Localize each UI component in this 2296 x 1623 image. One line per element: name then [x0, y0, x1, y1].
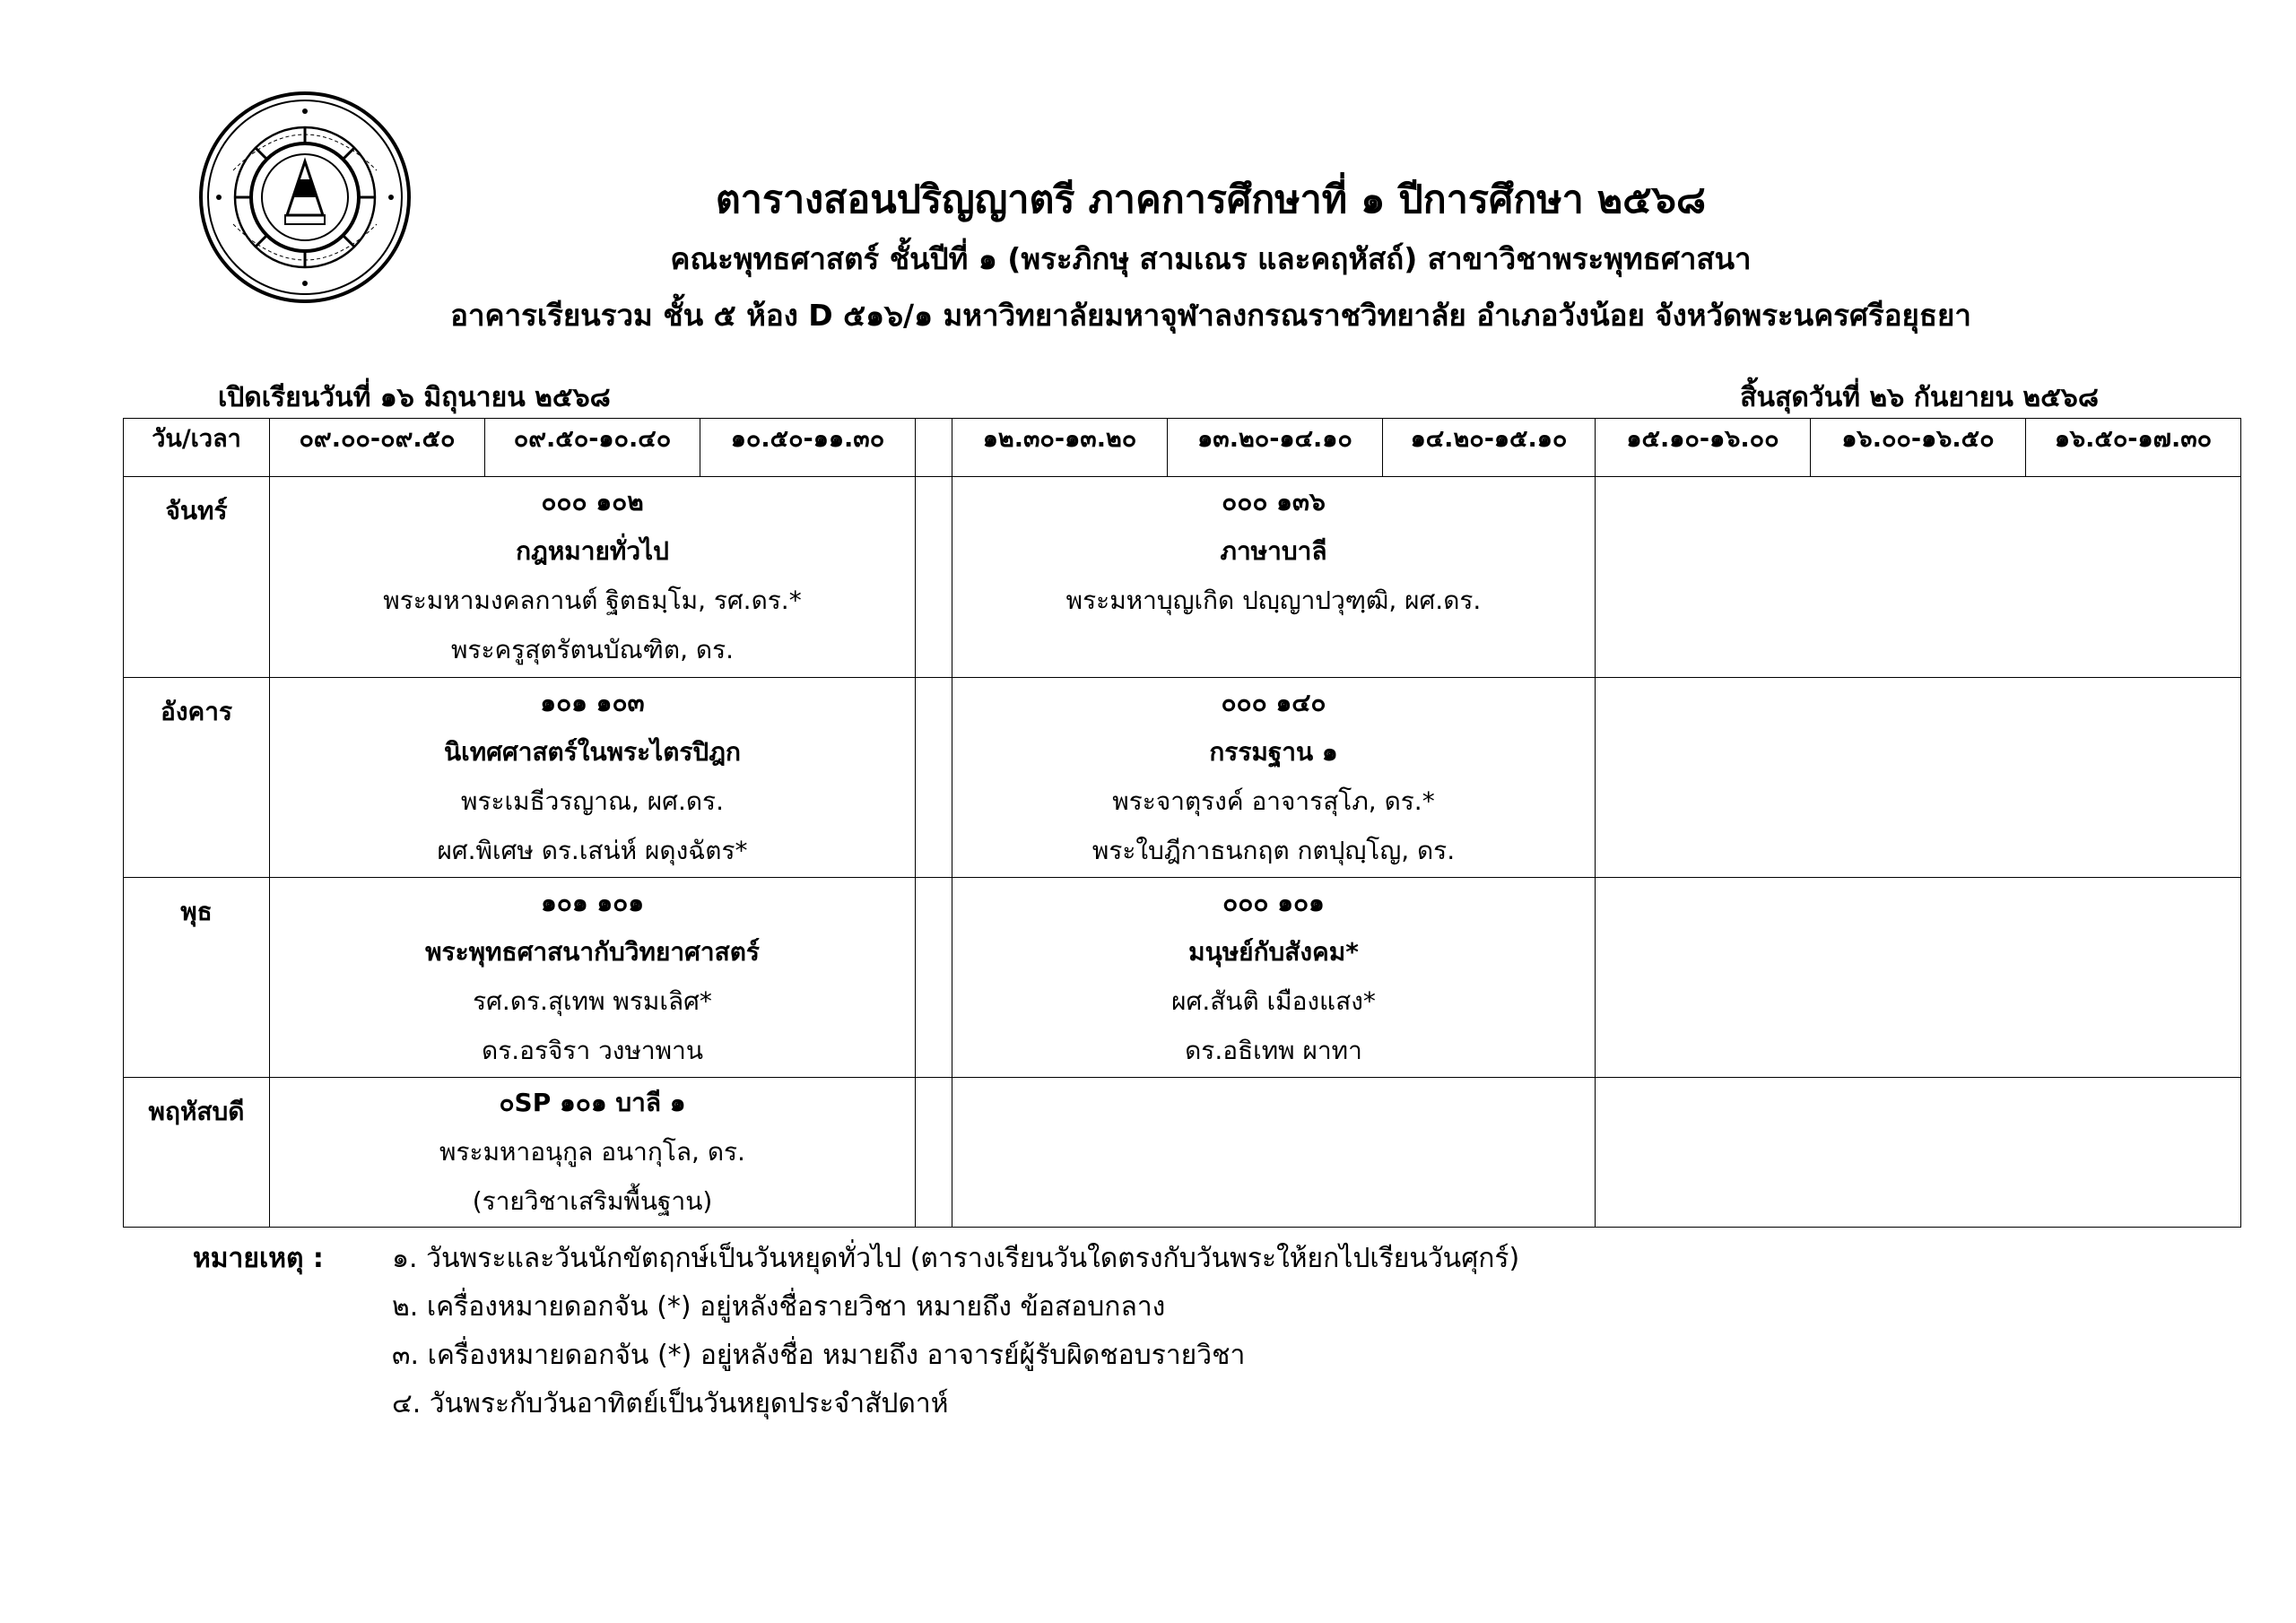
lunch-break-header: [916, 419, 952, 477]
time-slot-header: ๐๙.๕๐-๑๐.๔๐: [485, 419, 700, 477]
table-row: [124, 877, 2241, 1077]
course-code: ๐๐๐ ๑๐๒: [541, 487, 644, 517]
course-code-name: ๐SP ๑๐๑ บาลี ๑: [499, 1088, 686, 1118]
instructor: พระมหาบุญเกิด ปญฺญาปวุฑฺฒิ, ผศ.ดร.: [1065, 586, 1482, 616]
instructor: ดร.อรจิรา วงษาพาน: [482, 1035, 703, 1065]
instructor: พระใบฎีกาธนกฤต กตปุญฺโญ, ดร.: [1091, 835, 1456, 865]
faculty-subtitle: คณะพุทธศาสตร์ ชั้นปีที่ ๑ (พระภิกษุ สามเณร และคฤหัสถ์) สาขาวิชาพระพุทธศาสนา: [670, 241, 1752, 276]
course-name: นิเทศศาสตร์ในพระไตรปิฎก: [444, 736, 741, 767]
course-code: ๑๐๑ ๑๐๑: [540, 887, 645, 917]
instructor: ผศ.พิเศษ ดร.เสน่ห์ ผดุงฉัตร*: [437, 835, 748, 865]
course-note: (รายวิชาเสริมพื้นฐาน): [472, 1186, 713, 1217]
course-cell: [270, 677, 916, 877]
instructor: พระเมธีวรญาณ, ผศ.ดร.: [461, 785, 724, 816]
time-slot-header: ๑๖.๐๐-๑๖.๕๐: [1811, 419, 2026, 477]
course-cell: [270, 477, 916, 677]
instructor: พระจาตุรงค์ อาจารสุโภ, ดร.*: [1112, 785, 1435, 816]
time-slot-header: ๑๕.๑๐-๑๖.๐๐: [1596, 419, 1811, 477]
page-title: ตารางสอนปริญญาตรี ภาคการศึกษาที่ ๑ ปีการศึกษา ๒๕๖๘: [715, 178, 1707, 222]
schedule-table: [123, 418, 2241, 1228]
open-date: เปิดเรียนวันที่ ๑๖ มิถุนายน ๒๕๖๘: [218, 382, 611, 413]
note-item: ๓. เครื่องหมายดอกจัน (*) อยู่หลังชื่อ หมายถึง อาจารย์ผู้รับผิดชอบรายวิชา: [392, 1340, 1246, 1371]
note-item: ๔. วันพระกับวันอาทิตย์เป็นวันหยุดประจำสัปดาห์: [392, 1388, 949, 1419]
instructor: รศ.ดร.สุเทพ พรมเลิศ*: [473, 985, 712, 1016]
header-day-cell: วัน/เวลา: [124, 419, 270, 477]
table-row: [124, 477, 2241, 677]
course-code: ๐๐๐ ๑๓๖: [1222, 487, 1326, 517]
course-cell: [952, 477, 1596, 677]
course-code: ๑๐๑ ๑๐๓: [540, 687, 645, 717]
table-row: [124, 677, 2241, 877]
end-date: สิ้นสุดวันที่ ๒๖ กันยายน ๒๕๖๘: [1740, 382, 2099, 413]
day-cell: พฤหัสบดี: [124, 1078, 270, 1228]
time-slot-header: ๐๙.๐๐-๐๙.๕๐: [270, 419, 485, 477]
lunch-break-cell: [916, 1078, 952, 1228]
course-name: มนุษย์กับสังคม*: [1188, 936, 1359, 967]
day-cell: จันทร์: [124, 477, 270, 677]
note-item: ๑. วันพระและวันนักขัตฤกษ์เป็นวันหยุดทั่วไป (ตารางเรียนวันใดตรงกับวันพระให้ยกไปเรียนวันศุกร์): [392, 1243, 1520, 1274]
time-slot-header: ๑๖.๕๐-๑๗.๓๐: [2026, 419, 2241, 477]
time-slot-header: ๑๔.๒๐-๑๕.๑๐: [1383, 419, 1596, 477]
instructor: พระมหาอนุกูล อนากุโล, ดร.: [439, 1137, 745, 1167]
lunch-break-cell: [916, 877, 952, 1077]
time-slot-header: ๑๓.๒๐-๑๔.๑๐: [1168, 419, 1383, 477]
lunch-break-cell: [916, 677, 952, 877]
course-cell: [270, 877, 916, 1077]
course-name: กรรมฐาน ๑: [1209, 736, 1338, 767]
course-code: ๐๐๐ ๑๔๐: [1221, 687, 1326, 717]
lunch-break-cell: [916, 477, 952, 677]
empty-cell: [1596, 477, 2241, 677]
note-item: ๒. เครื่องหมายดอกจัน (*) อยู่หลังชื่อรายวิชา หมายถึง ข้อสอบกลาง: [392, 1291, 1166, 1323]
course-cell: [952, 677, 1596, 877]
instructor: พระมหามงคลกานต์ ฐิตธมฺโม, รศ.ดร.*: [383, 586, 802, 616]
instructor: ดร.อธิเทพ ผาทา: [1185, 1035, 1362, 1065]
instructor: พระครูสุตรัตนบัณฑิต, ดร.: [450, 635, 735, 665]
table-row: [124, 1078, 2241, 1228]
time-slot-header: ๑๒.๓๐-๑๓.๒๐: [952, 419, 1168, 477]
notes-label: หมายเหตุ :: [193, 1243, 324, 1274]
location-subtitle: อาคารเรียนรวม ชั้น ๕ ห้อง D ๕๑๖/๑ มหาวิทยาลัยมหาจุฬาลงกรณราชวิทยาลัย อำเภอวังน้อย จังหวัดพระนครศรีอยุธยา: [450, 298, 1971, 333]
table-header-row: [124, 419, 2241, 477]
course-name: กฎหมายทั่วไป: [516, 536, 669, 567]
day-cell: อังคาร: [124, 677, 270, 877]
instructor: ผศ.สันติ เมืองแสง*: [1171, 985, 1376, 1016]
course-name: ภาษาบาลี: [1220, 536, 1327, 567]
empty-cell: [952, 1078, 1596, 1228]
empty-cell: [1596, 1078, 2241, 1228]
empty-cell: [1596, 877, 2241, 1077]
course-cell: [952, 877, 1596, 1077]
time-slot-header: ๑๐.๕๐-๑๑.๓๐: [700, 419, 916, 477]
course-cell: [270, 1078, 916, 1228]
day-cell: พุธ: [124, 877, 270, 1077]
course-name: พระพุทธศาสนากับวิทยาศาสตร์: [425, 936, 760, 967]
empty-cell: [1596, 677, 2241, 877]
course-code: ๐๐๐ ๑๐๑: [1222, 887, 1325, 917]
